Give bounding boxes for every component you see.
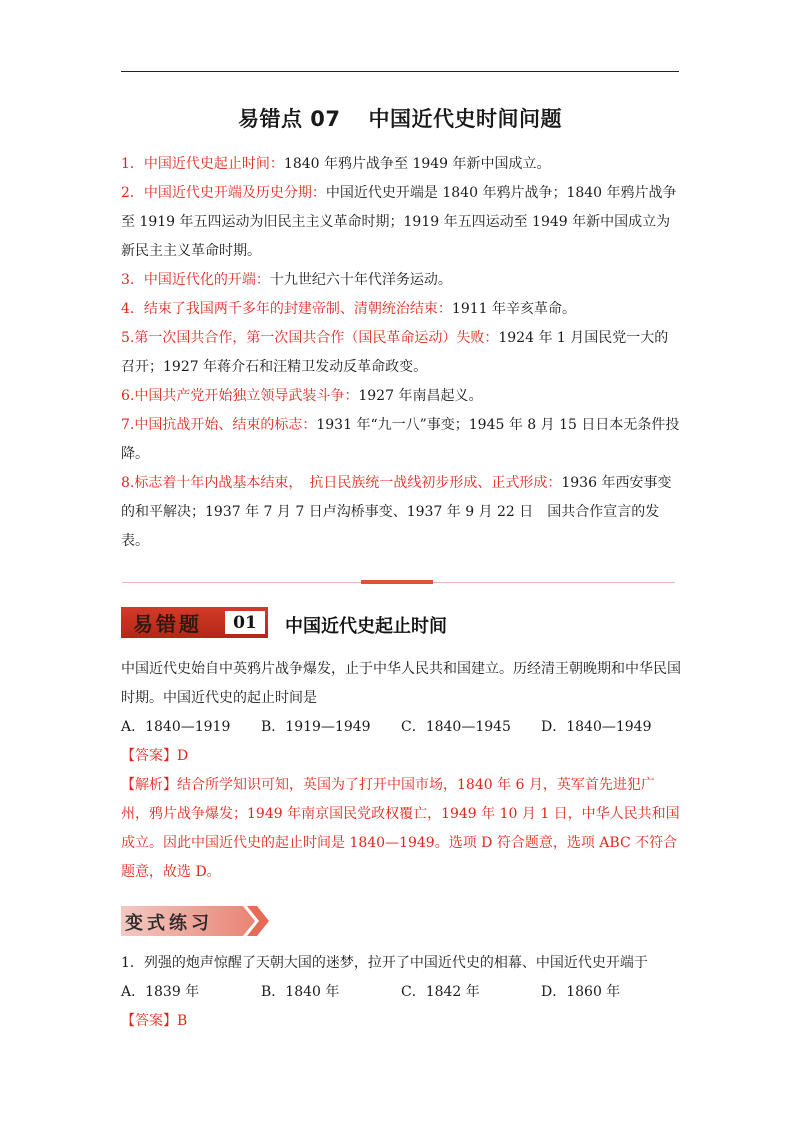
option-d: D．1840—1949 <box>541 719 652 735</box>
badge-number: 01 <box>225 611 265 634</box>
option-b: B．1840 年 <box>261 984 340 1000</box>
badge-label: 易错题 <box>133 612 202 636</box>
error-question-badge <box>121 607 268 638</box>
option-d: D．1860 年 <box>541 984 621 1000</box>
practice-answer: 【答案】B <box>121 1013 188 1029</box>
question-block <box>121 655 681 887</box>
option-a: A．1840—1919 <box>121 719 231 735</box>
section-title: 中国近代史起止时间 <box>285 616 447 637</box>
option-c: C．1842 年 <box>401 984 480 1000</box>
question-stem: 中国近代史始自中英鸦片战争爆发，止于中华人民共和国建立。历经清王朝晚期和中华民国时期。中国近代史的起止时间是 <box>121 661 681 706</box>
page-title <box>0 103 800 133</box>
option-b: B．1919—1949 <box>261 719 371 735</box>
title-main: 中国近代史时间问题 <box>368 107 563 131</box>
key-point: 5.第一次国共合作，第一次国共合作（国民革命运动）失败：1924 年 1 月国民党一大的召开；1927 年蒋介石和汪精卫发动反革命政变。 <box>121 330 669 375</box>
key-point: 1．中国近代史起止时间：1840 年鸦片战争至 1949 年新中国成立。 <box>121 156 551 172</box>
key-point: 4．结束了我国两千多年的封建帝制、清朝统治结束：1911 年辛亥革命。 <box>121 301 576 317</box>
option-a: A．1839 年 <box>121 984 200 1000</box>
key-point: 3．中国近代化的开端：十九世纪六十年代洋务运动。 <box>121 272 452 288</box>
title-prefix: 易错点 07 <box>237 107 341 131</box>
answer: 【答案】D <box>121 748 189 764</box>
header-rule <box>121 71 679 72</box>
practice-options <box>121 978 681 1007</box>
key-point: 8.标志着十年内战基本结束， 抗日民族统一战线初步形成、正式形成：1936 年西安事变的和平解决；1937 年 7 月 7 日卢沟桥事变、1937 年 9 月 22 日 国共合作宣言的发表。 <box>121 475 672 549</box>
analysis: 【解析】结合所学知识可知，英国为了打开中国市场，1840 年 6 月，英军首先进犯广州，鸦片战争爆发；1949 年南京国民党政权覆亡，1949 年 10 月 1 日，中华人民共和国成立。因此中国近代史的起止时间是 1840—1949。选项 D 符合题意，选项 ABC 不符合题意，故选 D。 <box>121 777 680 880</box>
practice-label: 变式练习 <box>125 913 213 934</box>
key-point: 2．中国近代史开端及历史分期：中国近代史开端是 1840 年鸦片战争；1840 年鸦片战争至 1919 年五四运动为旧民主主义革命时期；1919 年五四运动至 1949 年新中国成立为新民主主义革命时期。 <box>121 185 677 259</box>
section-divider-accent <box>361 580 433 584</box>
practice-badge <box>121 906 271 936</box>
option-c: C．1840—1945 <box>401 719 511 735</box>
key-point: 6.中国共产党开始独立领导武装斗争：1927 年南昌起义。 <box>121 388 483 404</box>
practice-question <box>121 949 681 1036</box>
practice-stem: 1．列强的炮声惊醒了天朝大国的迷梦，拉开了中国近代史的相幕、中国近代史开端于 <box>121 955 648 971</box>
key-points-list <box>121 150 681 556</box>
key-point: 7.中国抗战开始、结束的标志：1931 年“九一八”事变；1945 年 8 月 15 日日本无条件投降。 <box>121 417 680 462</box>
question-options <box>121 713 681 742</box>
